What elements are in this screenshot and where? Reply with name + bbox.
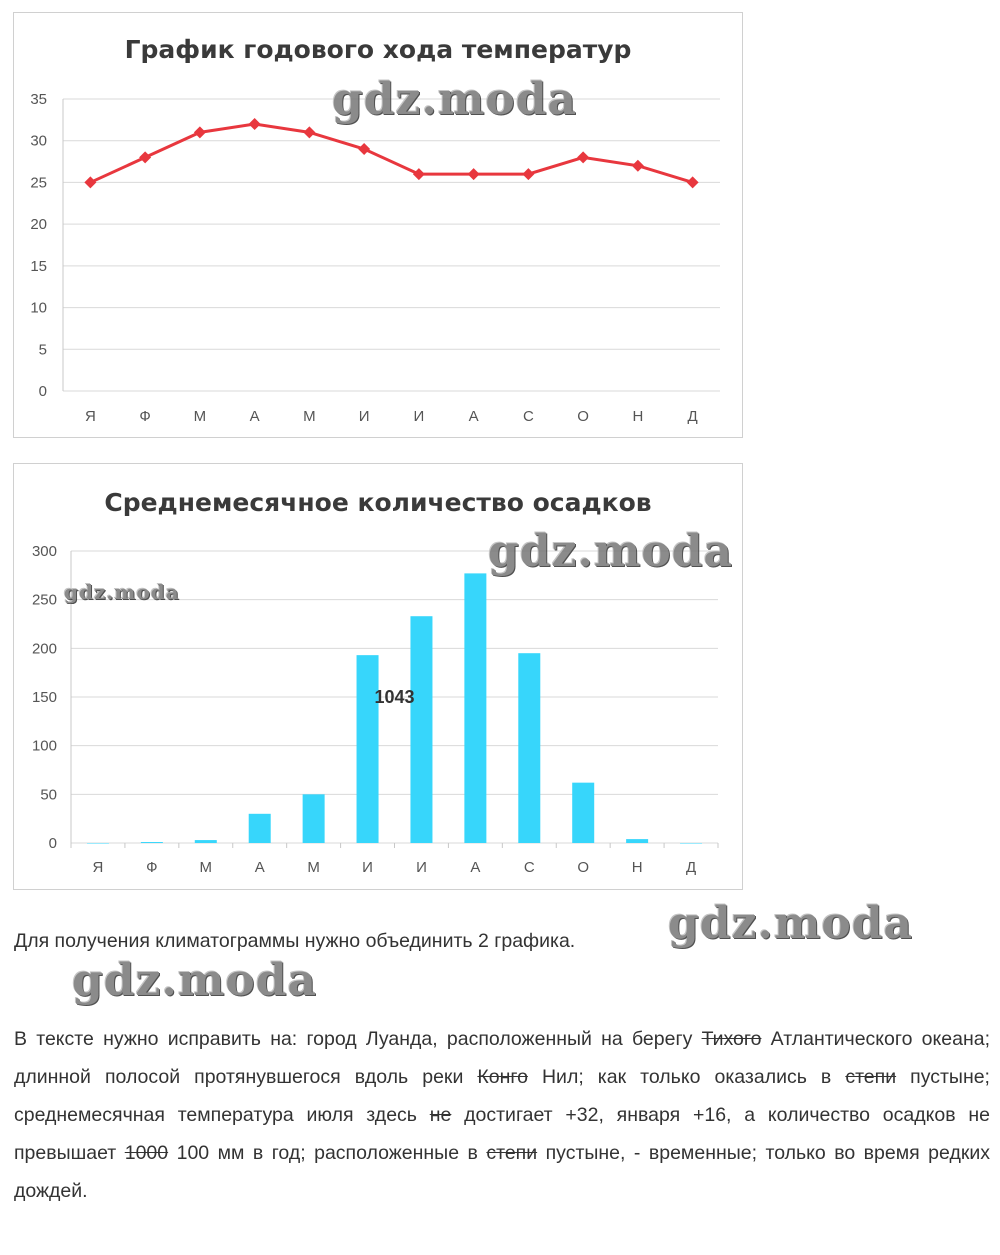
struck-word: степи [486, 1142, 538, 1164]
x-tick-label: Н [632, 408, 644, 425]
y-tick-label: 250 [31, 591, 57, 609]
y-tick-label: 35 [30, 91, 47, 108]
x-tick-label: Н [631, 859, 643, 876]
watermark: gdz.moda [488, 526, 734, 577]
y-tick-label: 5 [38, 341, 47, 359]
struck-word: не [429, 1104, 452, 1126]
precipitation-bar [572, 783, 594, 843]
struck-word: Конго [477, 1066, 528, 1088]
answer-fragment: пустыне; среднемесячная температура июля здесь [14, 1066, 990, 1126]
precipitation-bar [464, 573, 486, 843]
x-tick-label: О [577, 859, 590, 876]
precipitation-bar [249, 814, 271, 843]
temperature-point [687, 176, 699, 188]
watermark: gdz.moda [72, 955, 318, 1006]
precipitation-bar [680, 843, 702, 844]
struck-word: 1000 [124, 1142, 169, 1164]
y-tick-label: 10 [30, 299, 47, 317]
temperature-point [413, 168, 425, 180]
x-tick-label: И [413, 408, 425, 425]
answer-fragment: достигает +32, января +16, а количество осадков не превышает [14, 1104, 990, 1164]
answer-fragment: пустыне, - временные; только во время редких дождей. [14, 1142, 990, 1202]
y-tick-label: 30 [30, 132, 47, 150]
precipitation-bar [87, 843, 109, 844]
y-tick-label: 0 [48, 835, 57, 852]
answer-text [14, 1020, 990, 1210]
struck-word: Тихого [701, 1028, 762, 1050]
temperature-point [139, 151, 151, 163]
y-tick-label: 15 [30, 257, 47, 275]
answer-fragment: В тексте нужно исправить на: город Луанда, расположенный на берегу [14, 1028, 702, 1050]
temperature-point [632, 160, 644, 172]
x-tick-label: Ф [139, 408, 151, 425]
x-tick-label: И [416, 859, 427, 876]
x-tick-label: А [470, 859, 481, 876]
precipitation-bar [141, 842, 163, 843]
struck-word: степи [845, 1066, 897, 1088]
precipitation-bar [195, 840, 217, 843]
x-tick-label: И [362, 859, 373, 876]
precipitation-bar [518, 653, 540, 843]
temperature-point [194, 126, 206, 138]
x-tick-label: Я [84, 408, 96, 425]
x-tick-label: А [254, 859, 265, 876]
precipitation-bar [357, 655, 379, 843]
x-tick-label: И [358, 408, 370, 425]
precipitation-bar [410, 616, 432, 843]
x-tick-label: М [193, 408, 207, 425]
y-tick-label: 100 [31, 737, 57, 755]
x-tick-label: С [522, 408, 534, 425]
x-tick-label: С [523, 859, 535, 876]
total-precipitation-label: 1043 [374, 687, 415, 707]
temperature-point [84, 176, 96, 188]
precipitation-bar [626, 839, 648, 843]
precipitation-chart-title: Среднемесячное количество осадков [104, 488, 652, 517]
y-tick-label: 0 [38, 383, 47, 400]
x-tick-label: О [577, 408, 589, 425]
temperature-series-line [90, 124, 692, 182]
answer-fragment: 100 мм в год; расположенные в [168, 1142, 487, 1164]
y-tick-label: 50 [40, 786, 57, 804]
temperature-chart-title: График годового хода температур [124, 35, 632, 64]
x-tick-label: М [199, 859, 213, 876]
temperature-point [522, 168, 534, 180]
y-tick-label: 200 [31, 640, 57, 658]
y-tick-label: 25 [30, 174, 47, 192]
precipitation-bar [303, 794, 325, 843]
temperature-point [249, 118, 261, 130]
y-tick-label: 300 [31, 543, 57, 560]
x-tick-label: А [249, 408, 260, 425]
watermark: gdz.moda [332, 74, 578, 125]
x-tick-label: А [468, 408, 479, 425]
temperature-point [468, 168, 480, 180]
temperature-point [303, 126, 315, 138]
y-tick-label: 20 [30, 216, 47, 234]
temperature-point [358, 143, 370, 155]
watermark: gdz.moda [64, 580, 180, 604]
temperature-point [577, 151, 589, 163]
x-tick-label: Д [685, 859, 697, 876]
answer-fragment: Атлантического океана; длинной полосой протянувшегося вдоль реки [14, 1028, 990, 1088]
y-tick-label: 150 [31, 689, 57, 706]
intro-text: Для получения климатограммы нужно объединить 2 графика. [14, 930, 576, 952]
x-tick-label: М [307, 859, 320, 876]
x-tick-label: Я [92, 859, 104, 876]
x-tick-label: М [303, 408, 316, 425]
x-tick-label: Д [687, 408, 698, 425]
watermark: gdz.moda [668, 898, 914, 949]
x-tick-label: Ф [146, 859, 158, 876]
answer-fragment: Нил; как только оказались в [527, 1066, 846, 1088]
